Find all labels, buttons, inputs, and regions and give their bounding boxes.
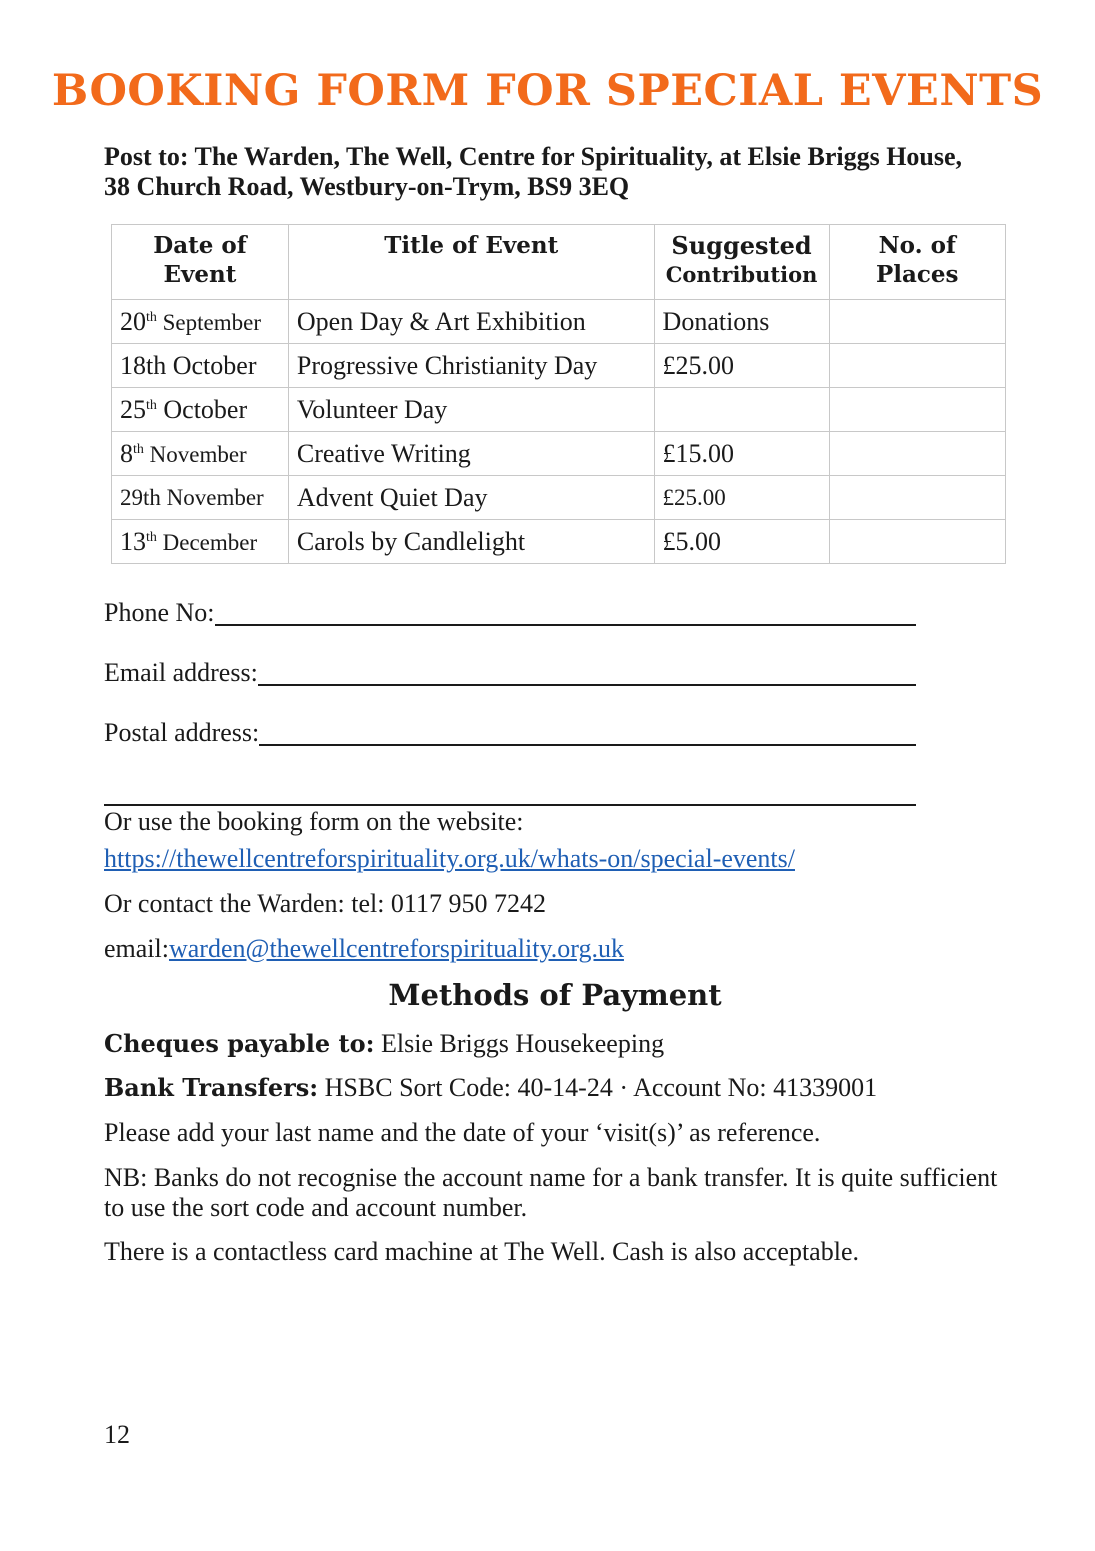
header-title: Title of Event	[288, 225, 654, 300]
date-suffix: th	[146, 397, 157, 413]
phone-label: Phone No:	[104, 598, 215, 627]
postal-label: Postal address:	[104, 718, 260, 747]
cheques-row	[104, 1029, 664, 1059]
nb-note: NB: Banks do not recognise the account name for a bank transfer. It is quite sufficient to use the sort code and account number.	[104, 1163, 998, 1222]
date-month: October	[156, 394, 248, 424]
event-places[interactable]	[829, 476, 1006, 520]
table-row	[112, 476, 1006, 520]
table-header-row	[112, 225, 1006, 300]
page-title: BOOKING FORM FOR SPECIAL EVENTS	[51, 66, 1044, 116]
event-places[interactable]	[829, 300, 1006, 344]
table-row	[112, 520, 1006, 564]
event-title: Progressive Christianity Day	[288, 344, 654, 388]
date-day: 8	[120, 438, 133, 468]
event-places[interactable]	[829, 520, 1006, 564]
event-title: Volunteer Day	[288, 388, 654, 432]
table-row	[112, 432, 1006, 476]
phone-field[interactable]	[104, 598, 916, 628]
events-table	[111, 224, 1006, 564]
date-day: 25	[120, 394, 146, 424]
date-month: October	[166, 350, 257, 380]
postal-instructions	[104, 142, 1004, 202]
date-day: 29th	[120, 484, 161, 510]
reference-note: Please add your last name and the date of your ‘visit(s)’ as reference.	[104, 1118, 821, 1147]
event-contribution: £25.00	[654, 476, 829, 520]
event-date	[112, 388, 289, 432]
date-suffix: th	[146, 529, 157, 545]
email-label: Email address:	[104, 658, 258, 687]
event-contribution: £15.00	[654, 432, 829, 476]
header-places-line-2: Places	[875, 261, 959, 288]
event-places[interactable]	[829, 432, 1006, 476]
table-row	[112, 388, 1006, 432]
date-suffix: th	[133, 441, 144, 457]
event-title: Open Day & Art Exhibition	[288, 300, 654, 344]
event-places[interactable]	[829, 388, 1006, 432]
date-suffix: th	[146, 309, 157, 325]
header-date-line-2: Event	[163, 261, 237, 288]
event-date	[112, 300, 289, 344]
event-date	[112, 520, 289, 564]
event-date	[112, 344, 289, 388]
date-month: December	[156, 529, 258, 555]
card-note: There is a contactless card machine at The Well. Cash is also acceptable.	[104, 1237, 859, 1266]
postal-field[interactable]	[104, 718, 916, 748]
header-contribution	[654, 225, 829, 300]
cheques-label: Cheques payable to:	[104, 1029, 375, 1058]
warden-phone: Or contact the Warden: tel: 0117 950 7242	[104, 889, 546, 918]
event-contribution: Donations	[654, 300, 829, 344]
date-month: September	[156, 309, 261, 335]
date-day: 18th	[120, 350, 167, 380]
table-row	[112, 300, 1006, 344]
event-contribution	[654, 388, 829, 432]
date-month: November	[143, 441, 247, 467]
post-to-line-2: 38 Church Road, Westbury-on-Trym, BS9 3EQ	[104, 172, 630, 201]
date-month: November	[160, 484, 264, 510]
header-contribution-line-2: Contribution	[665, 262, 818, 287]
header-date	[112, 225, 289, 300]
bank-value: HSBC Sort Code: 40-14-24 · Account No: 41339001	[318, 1073, 878, 1102]
post-to-line-1: Post to: The Warden, The Well, Centre for Spirituality, at Elsie Briggs House,	[104, 142, 963, 171]
event-title: Advent Quiet Day	[288, 476, 654, 520]
email-prefix: email:	[104, 934, 169, 963]
event-date	[112, 476, 289, 520]
event-contribution: £5.00	[654, 520, 829, 564]
bank-label: Bank Transfers:	[104, 1073, 319, 1102]
email-field[interactable]	[104, 658, 916, 688]
header-contribution-line-1: Suggested	[671, 231, 812, 260]
email-input-line[interactable]	[258, 658, 916, 686]
postal-extra-line[interactable]	[104, 804, 916, 806]
phone-input-line[interactable]	[215, 598, 917, 626]
website-link[interactable]: https://thewellcentreforspirituality.org.uk/whats-on/special-events/	[104, 844, 795, 873]
website-intro: Or use the booking form on the website:	[104, 807, 524, 836]
page-number: 12	[104, 1420, 130, 1449]
warden-email-link[interactable]: warden@thewellcentreforspirituality.org.uk	[168, 934, 624, 963]
event-date	[112, 432, 289, 476]
header-places	[829, 225, 1006, 300]
postal-input-line[interactable]	[259, 718, 916, 746]
header-places-line-1: No. of	[878, 232, 956, 259]
event-title: Creative Writing	[288, 432, 654, 476]
event-title: Carols by Candlelight	[288, 520, 654, 564]
payment-heading: Methods of Payment	[388, 978, 722, 1012]
date-day: 13	[120, 526, 146, 556]
cheques-value: Elsie Briggs Housekeeping	[374, 1029, 665, 1058]
event-places[interactable]	[829, 344, 1006, 388]
header-date-line-1: Date of	[153, 232, 247, 259]
warden-email-row	[104, 934, 624, 964]
event-contribution: £25.00	[654, 344, 829, 388]
table-row	[112, 344, 1006, 388]
date-day: 20	[120, 306, 146, 336]
bank-row	[104, 1073, 877, 1103]
